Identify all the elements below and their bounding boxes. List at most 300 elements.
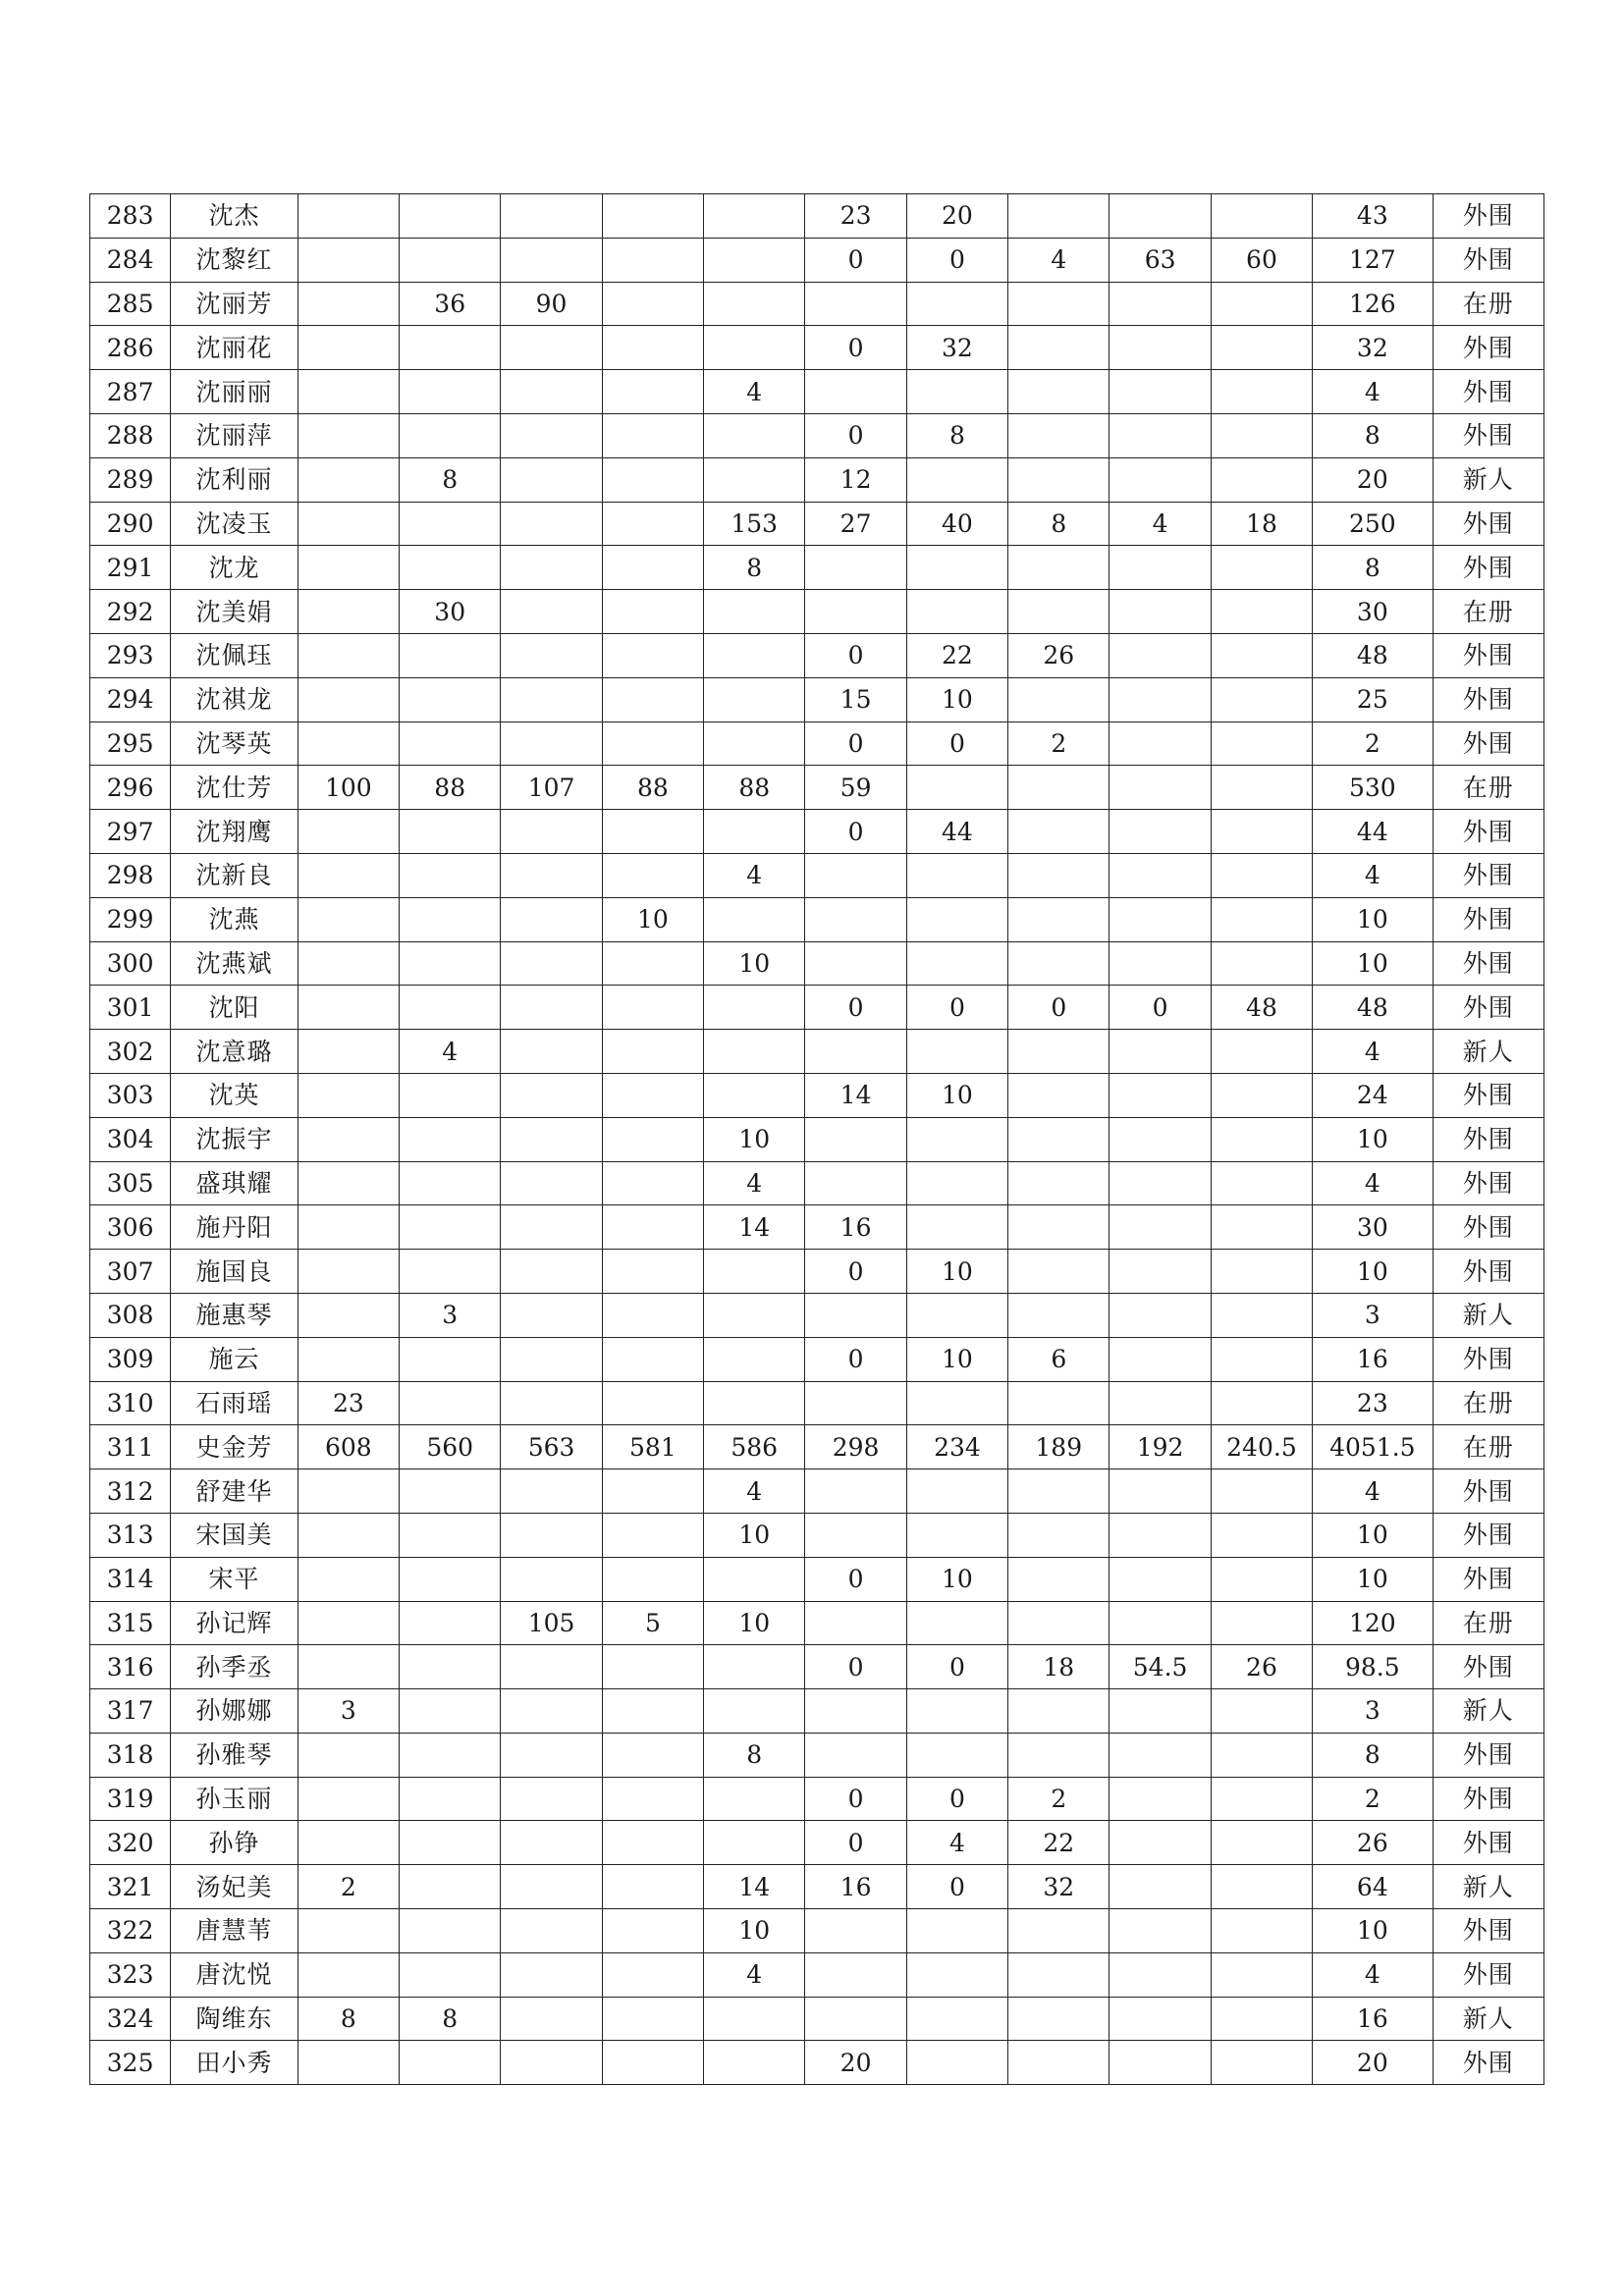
- value-cell-7: [906, 1601, 1007, 1645]
- value-cell-3: [501, 194, 602, 239]
- value-cell-9: [1110, 1689, 1211, 1734]
- value-cell-1: [298, 1030, 399, 1074]
- value-cell-5: 4: [704, 1952, 805, 1997]
- value-cell-3: [501, 413, 602, 457]
- name-cell: 沈丽丽: [171, 370, 298, 414]
- value-cell-1: [298, 810, 399, 854]
- value-cell-9: [1110, 1293, 1211, 1337]
- value-cell-3: [501, 677, 602, 721]
- value-cell-6: 0: [805, 633, 906, 677]
- value-cell-1: [298, 721, 399, 766]
- value-cell-4: [602, 1821, 703, 1865]
- value-cell-8: [1008, 1205, 1110, 1250]
- value-cell-10: [1211, 1777, 1312, 1821]
- value-cell-9: [1110, 810, 1211, 854]
- value-cell-10: [1211, 853, 1312, 897]
- value-cell-4: [602, 1250, 703, 1294]
- status-cell: 外围: [1433, 1337, 1543, 1381]
- status-cell: 外围: [1433, 853, 1543, 897]
- total-cell: 10: [1313, 1513, 1433, 1557]
- value-cell-7: [906, 1952, 1007, 1997]
- value-cell-7: [906, 1469, 1007, 1514]
- value-cell-9: [1110, 2041, 1211, 2085]
- index-cell: 296: [90, 766, 171, 810]
- value-cell-3: [501, 1997, 602, 2041]
- value-cell-5: 10: [704, 941, 805, 986]
- value-cell-3: [501, 721, 602, 766]
- value-cell-5: [704, 721, 805, 766]
- value-cell-5: [704, 1337, 805, 1381]
- value-cell-2: 36: [400, 282, 501, 326]
- status-cell: 在册: [1433, 282, 1543, 326]
- value-cell-6: 0: [805, 238, 906, 282]
- status-cell: 外围: [1433, 1645, 1543, 1689]
- value-cell-1: [298, 413, 399, 457]
- value-cell-8: [1008, 1381, 1110, 1425]
- value-cell-4: [602, 1205, 703, 1250]
- value-cell-10: 18: [1211, 502, 1312, 546]
- total-cell: 2: [1313, 721, 1433, 766]
- value-cell-9: 4: [1110, 502, 1211, 546]
- value-cell-5: [704, 282, 805, 326]
- value-cell-4: [602, 1952, 703, 1997]
- value-cell-7: 22: [906, 633, 1007, 677]
- value-cell-10: [1211, 326, 1312, 370]
- value-cell-8: [1008, 2041, 1110, 2085]
- table-row: [90, 633, 1544, 677]
- name-cell: 沈祺龙: [171, 677, 298, 721]
- value-cell-8: [1008, 1513, 1110, 1557]
- total-cell: 43: [1313, 194, 1433, 239]
- value-cell-1: [298, 633, 399, 677]
- table-row: [90, 413, 1544, 457]
- total-cell: 530: [1313, 766, 1433, 810]
- value-cell-10: [1211, 1117, 1312, 1161]
- value-cell-1: 23: [298, 1381, 399, 1425]
- value-cell-8: 32: [1008, 1865, 1110, 1909]
- value-cell-2: 4: [400, 1030, 501, 1074]
- status-cell: 外围: [1433, 546, 1543, 590]
- value-cell-8: [1008, 1469, 1110, 1514]
- value-cell-2: [400, 413, 501, 457]
- value-cell-7: [906, 546, 1007, 590]
- index-cell: 291: [90, 546, 171, 590]
- table-row: [90, 1117, 1544, 1161]
- value-cell-2: [400, 1777, 501, 1821]
- value-cell-2: 8: [400, 1997, 501, 2041]
- status-cell: 外围: [1433, 1250, 1543, 1294]
- value-cell-8: 4: [1008, 238, 1110, 282]
- table-row: [90, 1821, 1544, 1865]
- index-cell: 297: [90, 810, 171, 854]
- value-cell-3: [501, 1030, 602, 1074]
- value-cell-5: 153: [704, 502, 805, 546]
- value-cell-3: [501, 1557, 602, 1601]
- value-cell-7: 0: [906, 238, 1007, 282]
- value-cell-9: [1110, 721, 1211, 766]
- table-row: [90, 282, 1544, 326]
- value-cell-1: [298, 897, 399, 941]
- value-cell-1: 608: [298, 1425, 399, 1469]
- volunteer-hours-table: [89, 193, 1544, 2085]
- value-cell-2: [400, 897, 501, 941]
- value-cell-9: [1110, 1909, 1211, 1953]
- value-cell-7: 10: [906, 1073, 1007, 1117]
- table-row: [90, 1161, 1544, 1205]
- value-cell-2: 560: [400, 1425, 501, 1469]
- value-cell-8: 189: [1008, 1425, 1110, 1469]
- name-cell: 沈阳: [171, 986, 298, 1030]
- value-cell-5: 10: [704, 1909, 805, 1953]
- value-cell-2: [400, 853, 501, 897]
- status-cell: 外围: [1433, 1513, 1543, 1557]
- value-cell-1: [298, 1073, 399, 1117]
- value-cell-3: [501, 370, 602, 414]
- value-cell-10: [1211, 1821, 1312, 1865]
- table-row: [90, 677, 1544, 721]
- value-cell-6: [805, 282, 906, 326]
- index-cell: 317: [90, 1689, 171, 1734]
- total-cell: 10: [1313, 1557, 1433, 1601]
- value-cell-2: [400, 1381, 501, 1425]
- table-row: [90, 853, 1544, 897]
- table-row: [90, 1557, 1544, 1601]
- value-cell-3: [501, 1205, 602, 1250]
- table-row: [90, 897, 1544, 941]
- value-cell-3: [501, 810, 602, 854]
- value-cell-5: [704, 810, 805, 854]
- value-cell-8: [1008, 1601, 1110, 1645]
- value-cell-1: [298, 1469, 399, 1514]
- value-cell-5: 10: [704, 1117, 805, 1161]
- value-cell-3: [501, 1909, 602, 1953]
- value-cell-5: [704, 1557, 805, 1601]
- index-cell: 292: [90, 590, 171, 634]
- value-cell-10: 48: [1211, 986, 1312, 1030]
- value-cell-1: [298, 1513, 399, 1557]
- value-cell-10: [1211, 1073, 1312, 1117]
- name-cell: 沈黎红: [171, 238, 298, 282]
- value-cell-4: [602, 502, 703, 546]
- value-cell-1: [298, 502, 399, 546]
- value-cell-4: [602, 1513, 703, 1557]
- table-row: [90, 1733, 1544, 1777]
- status-cell: 外围: [1433, 502, 1543, 546]
- value-cell-8: [1008, 1293, 1110, 1337]
- value-cell-1: [298, 1250, 399, 1294]
- total-cell: 98.5: [1313, 1645, 1433, 1689]
- value-cell-10: [1211, 766, 1312, 810]
- value-cell-9: 63: [1110, 238, 1211, 282]
- value-cell-10: [1211, 413, 1312, 457]
- value-cell-1: [298, 238, 399, 282]
- value-cell-6: [805, 1513, 906, 1557]
- value-cell-7: 10: [906, 1337, 1007, 1381]
- value-cell-10: [1211, 1469, 1312, 1514]
- value-cell-4: 581: [602, 1425, 703, 1469]
- value-cell-1: [298, 1821, 399, 1865]
- name-cell: 沈丽芳: [171, 282, 298, 326]
- total-cell: 10: [1313, 1909, 1433, 1953]
- value-cell-4: [602, 413, 703, 457]
- value-cell-7: [906, 1161, 1007, 1205]
- index-cell: 309: [90, 1337, 171, 1381]
- value-cell-3: [501, 897, 602, 941]
- total-cell: 8: [1313, 1733, 1433, 1777]
- value-cell-6: [805, 1117, 906, 1161]
- value-cell-9: [1110, 1997, 1211, 2041]
- index-cell: 287: [90, 370, 171, 414]
- value-cell-2: [400, 1205, 501, 1250]
- table-row: [90, 1250, 1544, 1294]
- value-cell-5: [704, 1821, 805, 1865]
- value-cell-7: [906, 1997, 1007, 2041]
- table-row: [90, 986, 1544, 1030]
- status-cell: 外围: [1433, 1821, 1543, 1865]
- value-cell-7: [906, 941, 1007, 986]
- value-cell-9: [1110, 590, 1211, 634]
- value-cell-8: [1008, 413, 1110, 457]
- value-cell-9: [1110, 1865, 1211, 1909]
- table-row: [90, 721, 1544, 766]
- index-cell: 321: [90, 1865, 171, 1909]
- value-cell-6: [805, 1381, 906, 1425]
- value-cell-6: 298: [805, 1425, 906, 1469]
- value-cell-9: 192: [1110, 1425, 1211, 1469]
- name-cell: 盛琪耀: [171, 1161, 298, 1205]
- value-cell-3: [501, 1117, 602, 1161]
- value-cell-2: [400, 546, 501, 590]
- value-cell-1: [298, 1909, 399, 1953]
- name-cell: 沈美娟: [171, 590, 298, 634]
- status-cell: 外围: [1433, 1469, 1543, 1514]
- value-cell-8: [1008, 194, 1110, 239]
- value-cell-3: [501, 1645, 602, 1689]
- value-cell-9: [1110, 1161, 1211, 1205]
- value-cell-9: [1110, 1205, 1211, 1250]
- table-row: [90, 1909, 1544, 1953]
- index-cell: 284: [90, 238, 171, 282]
- value-cell-8: [1008, 1117, 1110, 1161]
- value-cell-10: [1211, 1293, 1312, 1337]
- index-cell: 325: [90, 2041, 171, 2085]
- value-cell-7: [906, 897, 1007, 941]
- value-cell-2: [400, 1645, 501, 1689]
- name-cell: 沈丽花: [171, 326, 298, 370]
- value-cell-7: [906, 1381, 1007, 1425]
- value-cell-6: [805, 1997, 906, 2041]
- value-cell-1: [298, 370, 399, 414]
- value-cell-7: [906, 282, 1007, 326]
- value-cell-1: 2: [298, 1865, 399, 1909]
- value-cell-10: [1211, 1250, 1312, 1294]
- value-cell-2: [400, 721, 501, 766]
- value-cell-9: [1110, 1117, 1211, 1161]
- value-cell-6: [805, 941, 906, 986]
- value-cell-7: 10: [906, 1250, 1007, 1294]
- index-cell: 303: [90, 1073, 171, 1117]
- value-cell-2: [400, 238, 501, 282]
- total-cell: 44: [1313, 810, 1433, 854]
- value-cell-3: [501, 457, 602, 502]
- name-cell: 施丹阳: [171, 1205, 298, 1250]
- status-cell: 外围: [1433, 1117, 1543, 1161]
- value-cell-4: [602, 986, 703, 1030]
- index-cell: 290: [90, 502, 171, 546]
- status-cell: 在册: [1433, 1381, 1543, 1425]
- value-cell-4: 88: [602, 766, 703, 810]
- index-cell: 300: [90, 941, 171, 986]
- value-cell-8: 6: [1008, 1337, 1110, 1381]
- value-cell-3: [501, 590, 602, 634]
- value-cell-6: [805, 897, 906, 941]
- table-row: [90, 1645, 1544, 1689]
- value-cell-3: [501, 1250, 602, 1294]
- value-cell-7: [906, 1513, 1007, 1557]
- value-cell-1: [298, 457, 399, 502]
- value-cell-7: [906, 766, 1007, 810]
- value-cell-2: [400, 986, 501, 1030]
- table-row: [90, 1425, 1544, 1469]
- name-cell: 沈凌玉: [171, 502, 298, 546]
- table-row: [90, 1073, 1544, 1117]
- value-cell-3: [501, 1161, 602, 1205]
- value-cell-2: [400, 1161, 501, 1205]
- name-cell: 施惠琴: [171, 1293, 298, 1337]
- value-cell-2: [400, 633, 501, 677]
- total-cell: 4: [1313, 370, 1433, 414]
- value-cell-7: [906, 1117, 1007, 1161]
- value-cell-9: [1110, 1469, 1211, 1514]
- total-cell: 4: [1313, 1030, 1433, 1074]
- value-cell-5: [704, 2041, 805, 2085]
- total-cell: 20: [1313, 2041, 1433, 2085]
- name-cell: 沈燕斌: [171, 941, 298, 986]
- value-cell-8: [1008, 1073, 1110, 1117]
- total-cell: 10: [1313, 941, 1433, 986]
- table-row: [90, 1337, 1544, 1381]
- total-cell: 26: [1313, 1821, 1433, 1865]
- table-row: [90, 1865, 1544, 1909]
- status-cell: 外围: [1433, 370, 1543, 414]
- value-cell-5: 10: [704, 1513, 805, 1557]
- value-cell-4: [602, 1777, 703, 1821]
- value-cell-8: [1008, 853, 1110, 897]
- value-cell-10: [1211, 677, 1312, 721]
- table-row: [90, 1777, 1544, 1821]
- table-row: [90, 1469, 1544, 1514]
- index-cell: 294: [90, 677, 171, 721]
- value-cell-6: 0: [805, 1777, 906, 1821]
- value-cell-4: [602, 810, 703, 854]
- value-cell-4: [602, 1073, 703, 1117]
- value-cell-10: [1211, 194, 1312, 239]
- value-cell-4: [602, 1161, 703, 1205]
- value-cell-6: [805, 1293, 906, 1337]
- index-cell: 313: [90, 1513, 171, 1557]
- value-cell-1: [298, 986, 399, 1030]
- value-cell-8: [1008, 1997, 1110, 2041]
- value-cell-6: 0: [805, 1557, 906, 1601]
- value-cell-5: [704, 457, 805, 502]
- value-cell-4: [602, 1293, 703, 1337]
- value-cell-1: [298, 590, 399, 634]
- value-cell-5: 4: [704, 370, 805, 414]
- value-cell-1: [298, 1952, 399, 1997]
- value-cell-9: [1110, 1821, 1211, 1865]
- table-row: [90, 326, 1544, 370]
- status-cell: 外围: [1433, 1557, 1543, 1601]
- name-cell: 沈杰: [171, 194, 298, 239]
- index-cell: 305: [90, 1161, 171, 1205]
- status-cell: 外围: [1433, 1073, 1543, 1117]
- value-cell-4: [602, 677, 703, 721]
- value-cell-5: [704, 677, 805, 721]
- total-cell: 30: [1313, 590, 1433, 634]
- status-cell: 外围: [1433, 941, 1543, 986]
- value-cell-2: [400, 677, 501, 721]
- status-cell: 新人: [1433, 1293, 1543, 1337]
- value-cell-2: [400, 1865, 501, 1909]
- index-cell: 312: [90, 1469, 171, 1514]
- value-cell-6: [805, 1161, 906, 1205]
- index-cell: 323: [90, 1952, 171, 1997]
- value-cell-1: [298, 1337, 399, 1381]
- value-cell-4: [602, 1557, 703, 1601]
- status-cell: 外围: [1433, 677, 1543, 721]
- value-cell-5: [704, 413, 805, 457]
- value-cell-4: [602, 1337, 703, 1381]
- index-cell: 288: [90, 413, 171, 457]
- value-cell-7: 8: [906, 413, 1007, 457]
- table-row: [90, 766, 1544, 810]
- value-cell-6: [805, 1601, 906, 1645]
- value-cell-9: 54.5: [1110, 1645, 1211, 1689]
- value-cell-9: [1110, 853, 1211, 897]
- value-cell-10: [1211, 810, 1312, 854]
- value-cell-5: 14: [704, 1205, 805, 1250]
- value-cell-5: 88: [704, 766, 805, 810]
- value-cell-8: [1008, 590, 1110, 634]
- value-cell-10: [1211, 2041, 1312, 2085]
- value-cell-5: [704, 1073, 805, 1117]
- value-cell-8: 26: [1008, 633, 1110, 677]
- value-cell-4: [602, 282, 703, 326]
- status-cell: 在册: [1433, 1601, 1543, 1645]
- value-cell-6: 12: [805, 457, 906, 502]
- value-cell-4: [602, 590, 703, 634]
- index-cell: 318: [90, 1733, 171, 1777]
- value-cell-6: [805, 853, 906, 897]
- value-cell-7: [906, 853, 1007, 897]
- value-cell-10: [1211, 1557, 1312, 1601]
- value-cell-9: [1110, 1777, 1211, 1821]
- table-row: [90, 1205, 1544, 1250]
- name-cell: 沈龙: [171, 546, 298, 590]
- total-cell: 16: [1313, 1997, 1433, 2041]
- table-row: [90, 1513, 1544, 1557]
- total-cell: 4: [1313, 1952, 1433, 1997]
- value-cell-8: [1008, 457, 1110, 502]
- value-cell-3: [501, 1337, 602, 1381]
- value-cell-10: [1211, 1513, 1312, 1557]
- total-cell: 16: [1313, 1337, 1433, 1381]
- index-cell: 322: [90, 1909, 171, 1953]
- value-cell-1: [298, 677, 399, 721]
- name-cell: 孙雅琴: [171, 1733, 298, 1777]
- value-cell-3: [501, 1293, 602, 1337]
- value-cell-7: [906, 370, 1007, 414]
